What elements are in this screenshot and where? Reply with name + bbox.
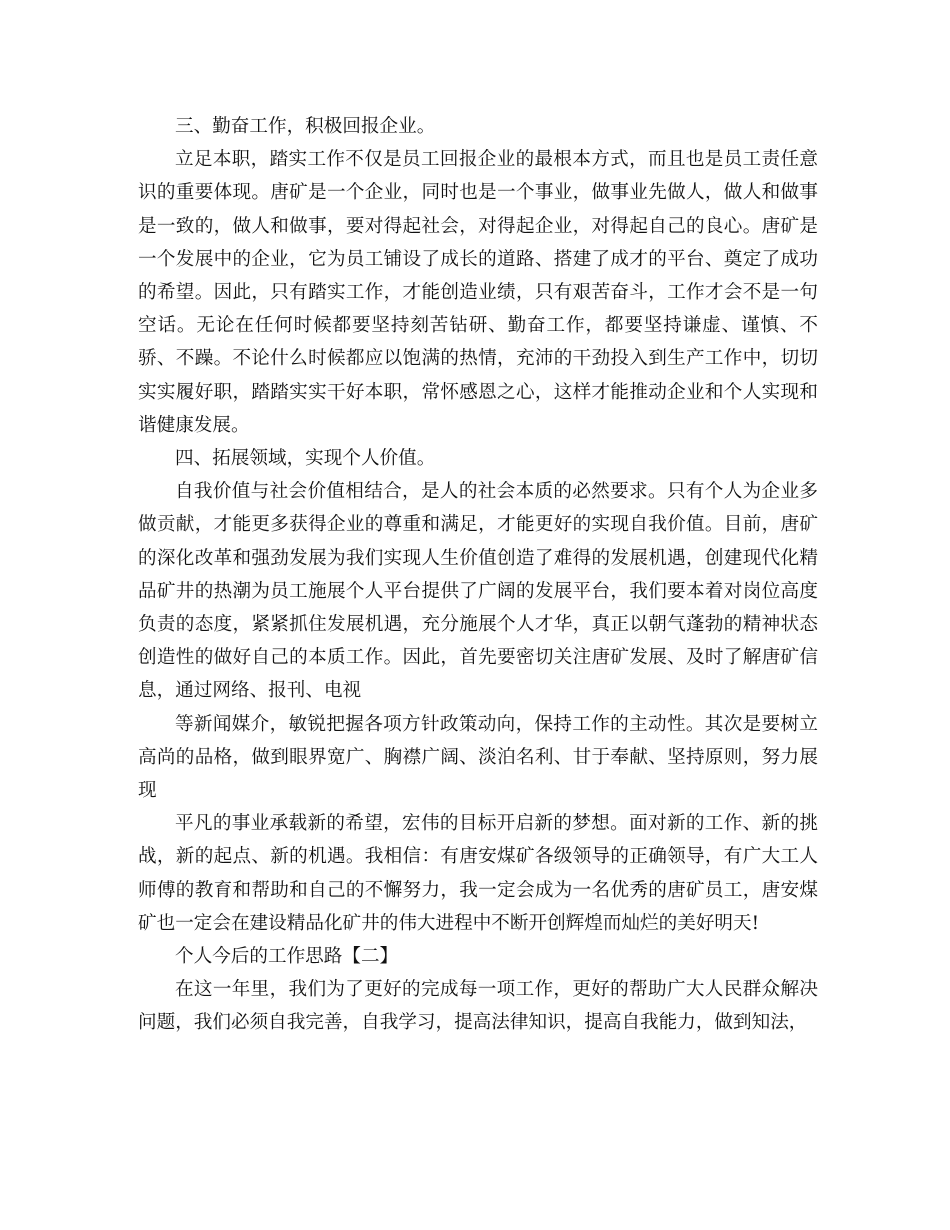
document-body [138,110,818,1040]
article-heading: 个人今后的工作思路【二】 [175,946,399,968]
paragraph: 自我价值与社会价值相结合，是人的社会本质的必然要求。只有个人为企业多做贡献，才能更多获得企业的尊重和满足，才能更好的实现自我价值。目前，唐矿的深化改革和强劲发展为我们实现人生价值创造了难得的发展机遇，创建现代化精品矿井的热潮为员工施展个人平台提供了广阔的发展平台，我们要本着对岗位高度负责的态度，紧紧抓住发展机遇，充分施展个人才华，真正以朝气蓬勃的精神状态创造性的做好自己的本质工作。因此，首先要密切关注唐矿发展、及时了解唐矿信息，通过网络、报刊、电视 [138,481,818,702]
paragraph: 平凡的事业承载新的希望，宏伟的目标开启新的梦想。面对新的工作、新的挑战，新的起点、新的机遇。我相信：有唐安煤矿各级领导的正确领导，有广大工人师傅的教育和帮助和自己的不懈努力，我一定会成为一名优秀的唐矿员工，唐安煤矿也一定会在建设精品化矿井的伟大进程中不断开创辉煌而灿烂的美好明天! [138,813,818,934]
paragraph: 等新闻媒介，敏锐把握各项方针政策动向，保持工作的主动性。其次是要树立高尚的品格，做到眼界宽广、胸襟广阔、淡泊名利、甘于奉献、坚持原则，努力展现 [138,713,818,802]
paragraph: 立足本职，踏实工作不仅是员工回报企业的最根本方式，而且也是员工责任意识的重要体现。唐矿是一个企业，同时也是一个事业，做事业先做人，做人和做事是一致的，做人和做事，要对得起社会，对得起企业，对得起自己的良心。唐矿是一个发展中的企业，它为员工铺设了成长的道路、搭建了成才的平台、奠定了成功的希望。因此，只有踏实工作，才能创造业绩，只有艰苦奋斗，工作才会不是一句空话。无论在任何时候都要坚持刻苦钻研、勤奋工作，都要坚持谦虚、谨慎、不骄、不躁。不论什么时候都应以饱满的热情，充沛的干劲投入到生产工作中，切切实实履好职，踏踏实实干好本职，常怀感恩之心，这样才能推动企业和个人实现和谐健康发展。 [138,149,818,436]
section-heading-4: 四、拓展领域，实现个人价值。 [175,448,436,470]
section-heading-3: 三、勤奋工作，积极回报企业。 [175,116,436,137]
paragraph: 在这一年里，我们为了更好的完成每一项工作，更好的帮助广大人民群众解决问题，我们必须自我完善，自我学习，提高法律知识，提高自我能力，做到知法， [138,979,818,1034]
